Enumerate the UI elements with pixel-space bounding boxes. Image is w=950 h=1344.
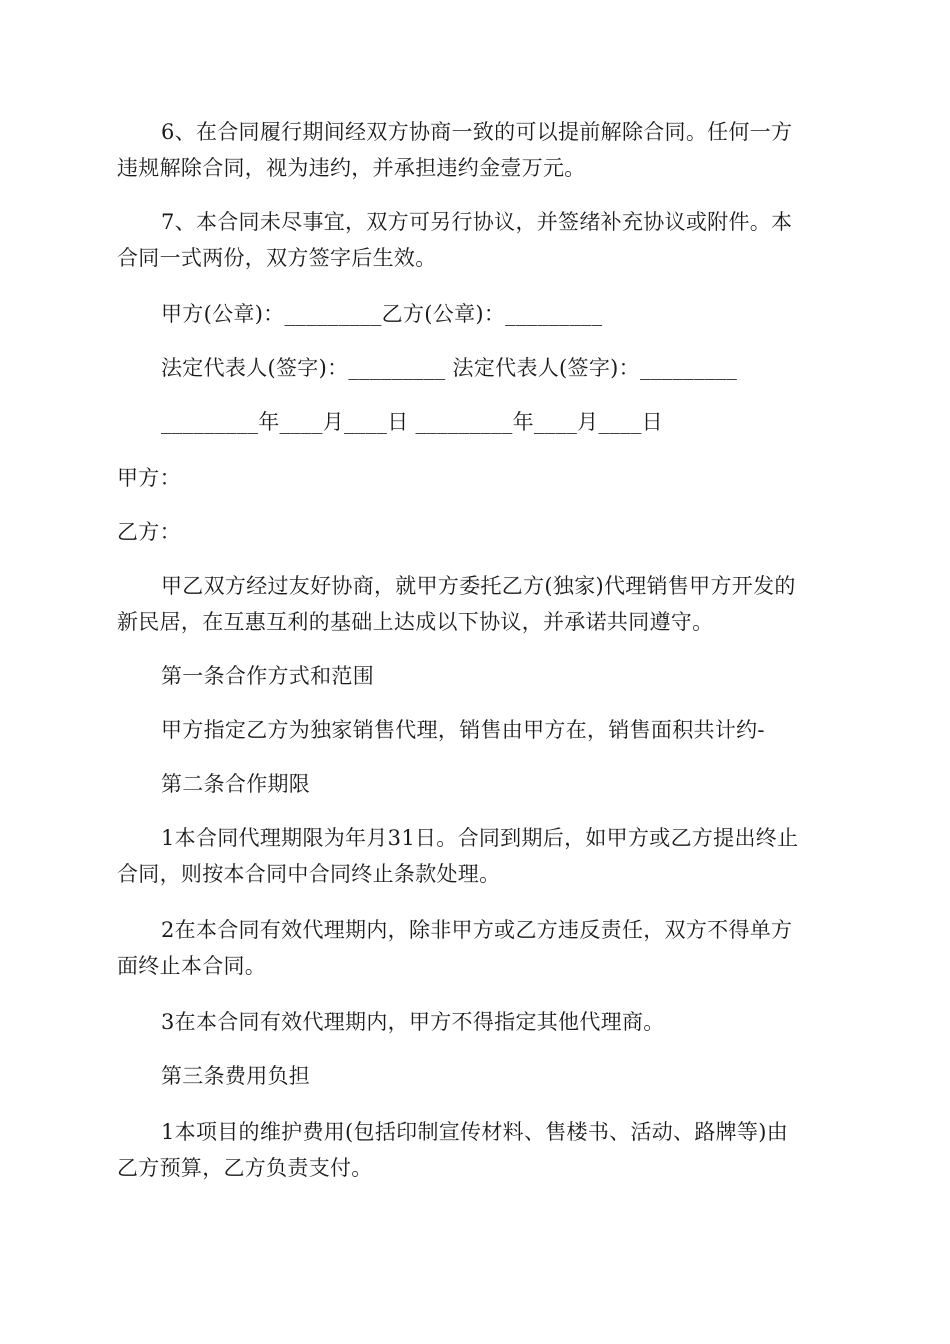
date-line: _________年____月____日 _________年____月____日 [161,410,663,434]
seal-line: 甲方(公章)：_________乙方(公章)：_________ [161,302,603,326]
article-2-item-1-line-1: 1本合同代理期限为年月31日。合同到期后，如甲方或乙方提出终止 [161,826,799,850]
party-a-label: 甲方： [117,466,181,490]
clause-7-line-2: 合同一式两份，双方签字后生效。 [117,246,437,270]
clause-6-line-2: 违规解除合同，视为违约，并承担违约金壹万元。 [117,156,586,180]
legal-representative-line: 法定代表人(签字)：_________ 法定代表人(签字)：_________ [161,356,738,380]
article-1-body: 甲方指定乙方为独家销售代理，销售由甲方在，销售面积共计约- [161,718,765,742]
article-1-heading: 第一条合作方式和范围 [161,664,374,688]
clause-6-line-1: 6、在合同履行期间经双方协商一致的可以提前解除合同。任何一方 [161,120,793,144]
article-2-item-2-line-2: 面终止本合同。 [117,954,267,978]
article-2-heading: 第二条合作期限 [161,772,311,796]
party-b-label: 乙方： [117,520,181,544]
preamble-line-1: 甲乙双方经过友好协商，就甲方委托乙方(独家)代理销售甲方开发的 [161,574,796,598]
article-3-item-1-line-1: 1本项目的维护费用(包括印制宣传材料、售楼书、活动、路牌等)由 [161,1120,789,1144]
article-2-item-2-line-1: 2在本合同有效代理期内，除非甲方或乙方违反责任，双方不得单方 [161,918,793,942]
article-3-heading: 第三条费用负担 [161,1064,311,1088]
article-2-item-1-line-2: 合同，则按本合同中合同终止条款处理。 [117,862,501,886]
clause-7-line-1: 7、本合同未尽事宜，双方可另行协议，并签绪补充协议或附件。本 [161,210,793,234]
article-2-item-3: 3在本合同有效代理期内，甲方不得指定其他代理商。 [161,1010,665,1034]
preamble-line-2: 新民居，在互惠互利的基础上达成以下协议，并承诺共同遵守。 [117,610,714,634]
article-3-item-1-line-2: 乙方预算，乙方负责支付。 [117,1156,373,1180]
